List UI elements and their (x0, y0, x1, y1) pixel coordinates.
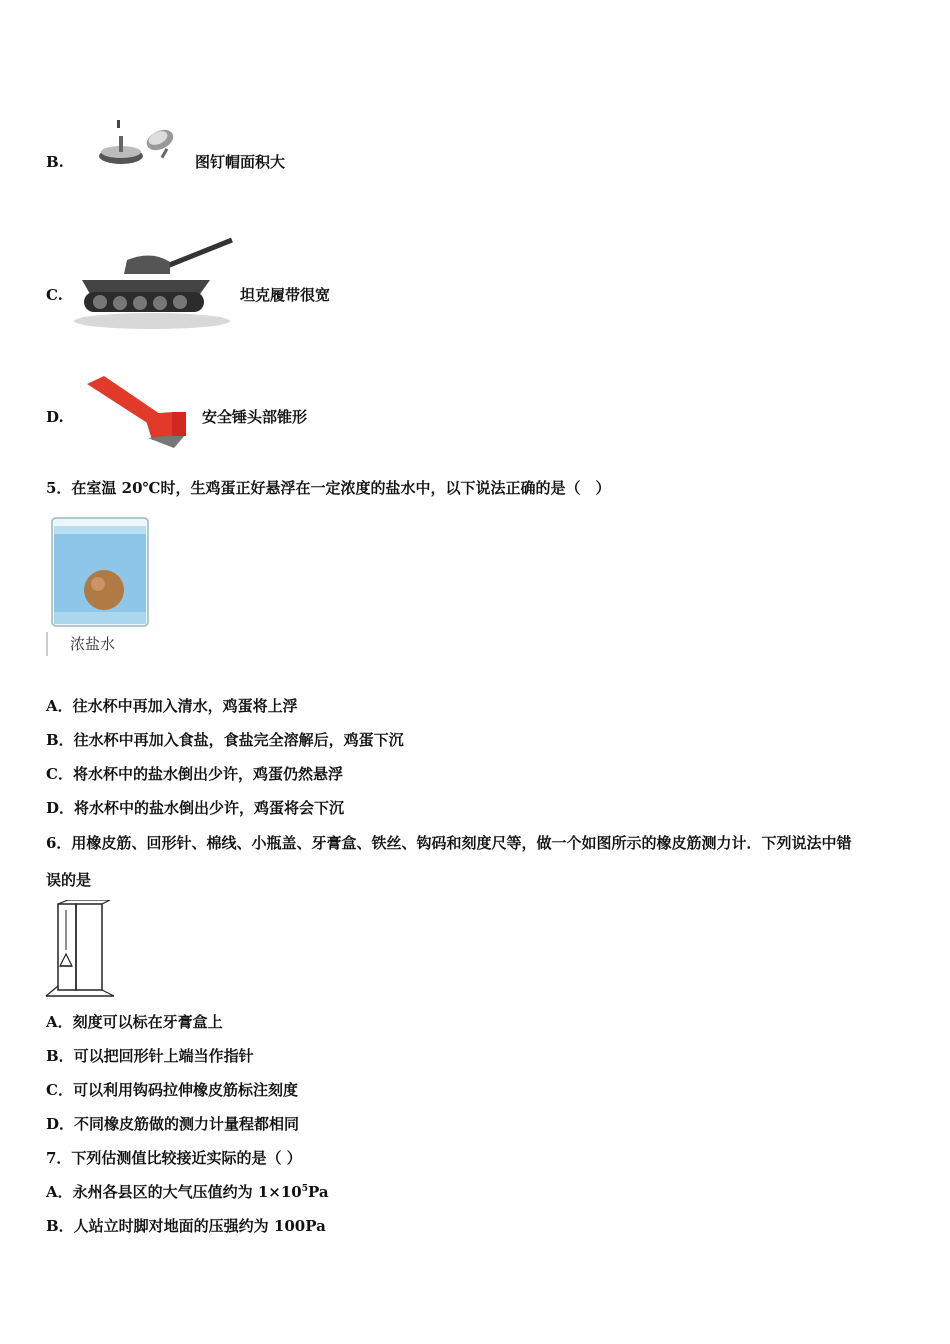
q4-option-c-text: 坦克履带很宽 (240, 286, 331, 304)
q5-option-c: C．将水杯中的盐水倒出少许，鸡蛋仍然悬浮 (46, 765, 343, 783)
q5-stem: 5．在室温 20℃时，生鸡蛋正好悬浮在一定浓度的盐水中，以下说法正确的是（ ） (46, 479, 611, 497)
q7-option-a-exponent: 5 (301, 1184, 309, 1194)
q4-option-c-letter: C. (46, 286, 63, 304)
q5-option-d: D．将水杯中的盐水倒出少许，鸡蛋将会下沉 (46, 799, 345, 817)
q6-stem-line1: 6．用橡皮筋、回形针、棉线、小瓶盖、牙膏盒、铁丝、钩码和刻度尺等，做一个如图所示的橡皮筋测力计．下列说法中错 (46, 834, 852, 852)
safety-hammer-image (82, 372, 202, 452)
q7-option-a-unit: Pa (308, 1183, 329, 1201)
beaker-label: 浓盐水 (46, 632, 158, 656)
beaker-egg-image (46, 516, 161, 631)
q4-option-d-text: 安全锤头部锥形 (202, 408, 308, 426)
q7-option-a (46, 1182, 329, 1202)
rubber-band-dynamometer-image (44, 900, 119, 1000)
q6-option-d: D．不同橡皮筋做的测力计量程都相同 (46, 1115, 300, 1133)
q6-option-a: A．刻度可以标在牙膏盒上 (46, 1013, 223, 1031)
q7-option-b: B．人站立时脚对地面的压强约为 100Pa (46, 1217, 326, 1235)
tank-image (72, 236, 237, 331)
q4-option-d-letter: D. (46, 408, 64, 426)
q4-option-b-text: 图钉帽面积大 (195, 153, 286, 171)
q7-option-a-text: A．永州各县区的大气压值约为 1×10 (46, 1183, 302, 1201)
beaker-figure (46, 516, 161, 658)
q4-option-b-letter: B. (46, 153, 64, 171)
q5-option-b: B．往水杯中再加入食盐，食盐完全溶解后，鸡蛋下沉 (46, 731, 404, 749)
q6-option-c: C．可以利用钩码拉伸橡皮筋标注刻度 (46, 1081, 298, 1099)
q7-stem: 7．下列估测值比较接近实际的是（ ） (46, 1149, 302, 1167)
q5-option-a: A．往水杯中再加入清水，鸡蛋将上浮 (46, 697, 298, 715)
q6-stem-line2: 误的是 (46, 871, 92, 889)
thumbtack-image (95, 118, 185, 173)
q6-option-b: B．可以把回形针上端当作指针 (46, 1047, 254, 1065)
